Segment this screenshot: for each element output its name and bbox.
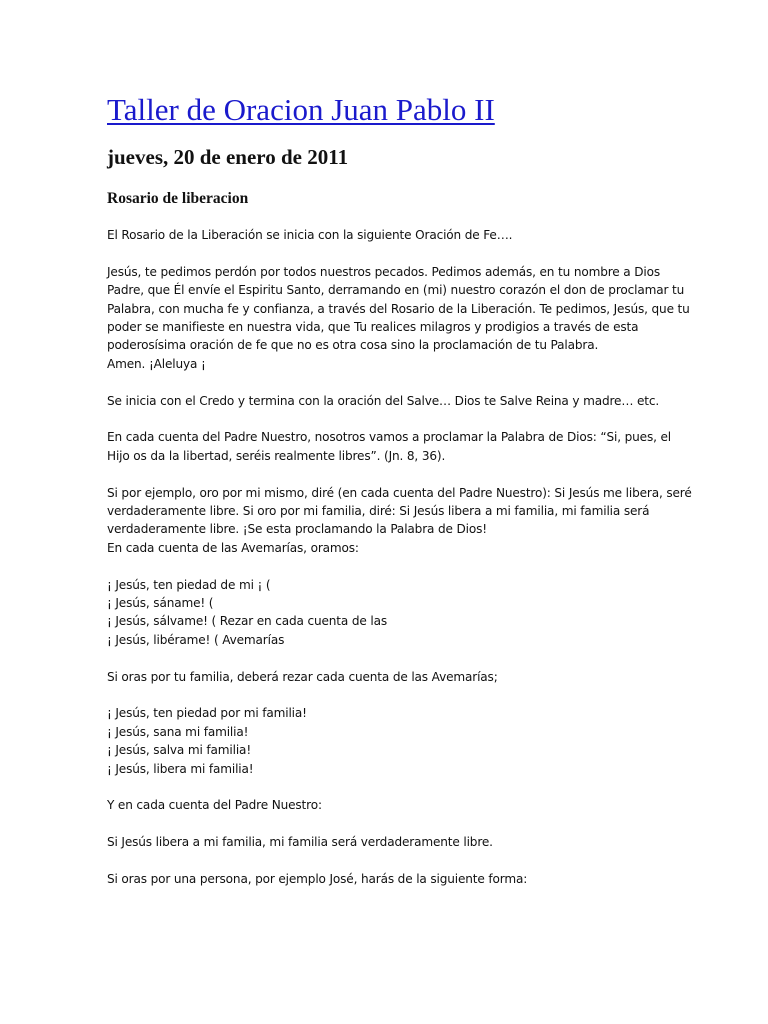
paragraph-line: Palabra, con mucha fe y confianza, a través del Rosario de la Liberación. Te pedimos, Jesús, que tu <box>107 301 690 316</box>
paragraph-line: Amen. ¡Aleluya ¡ <box>107 356 206 371</box>
post-body <box>107 226 692 907</box>
paragraph-line: Se inicia con el Credo y termina con la oración del Salve… Dios te Salve Reina y madre… etc. <box>107 393 660 408</box>
post-title: Rosario de liberacion <box>107 190 249 207</box>
paragraph-line: Hijo os da la libertad, seréis realmente libres”. (Jn. 8, 36). <box>107 448 446 463</box>
paragraph-line: El Rosario de la Liberación se inicia con la siguiente Oración de Fe…. <box>107 228 513 242</box>
paragraph-line: ¡ Jesús, sálvame! ( Rezar en cada cuenta de las <box>107 614 387 629</box>
paragraph-line: ¡ Jesús, ten piedad por mi familia! <box>107 706 307 721</box>
post-paragraph <box>107 576 667 650</box>
post-paragraph <box>107 226 667 244</box>
paragraph-line: Si oras por una persona, por ejemplo José, harás de la siguiente forma: <box>107 872 528 887</box>
paragraph-line: Padre, que Él envíe el Espiritu Santo, derramando en (mi) nuestro corazón el don de proclamar tu <box>107 283 685 298</box>
paragraph-line: ¡ Jesús, libera mi familia! <box>107 761 254 776</box>
paragraph-line: ¡ Jesús, salva mi familia! <box>107 743 252 758</box>
paragraph-line: ¡ Jesús, ten piedad de mi ¡ ( <box>107 577 271 592</box>
paragraph-line: En cada cuenta del Padre Nuestro, nosotros vamos a proclamar la Palabra de Dios: “Si, pues, el <box>107 430 671 445</box>
paragraph-line: Y en cada cuenta del Padre Nuestro: <box>107 798 322 813</box>
post-paragraph <box>107 704 667 778</box>
paragraph-line: Jesús, te pedimos perdón por todos nuestros pecados. Pedimos además, en tu nombre a Dios <box>107 264 661 279</box>
paragraph-line: Si oras por tu familia, deberá rezar cada cuenta de las Avemarías; <box>107 669 498 684</box>
paragraph-line: verdaderamente libre. ¡Se esta proclamando la Palabra de Dios! <box>107 522 487 537</box>
paragraph-line: poderosísima oración de fe que no es otra cosa sino la proclamación de tu Palabra. <box>107 338 599 353</box>
blog-title-link[interactable]: Taller de Oracion Juan Pablo II <box>107 92 495 127</box>
paragraph-line: Si Jesús libera a mi familia, mi familia será verdaderamente libre. <box>107 835 493 850</box>
paragraph-line: ¡ Jesús, libérame! ( Avemarías <box>107 632 285 647</box>
post-paragraph <box>107 484 692 558</box>
post-paragraph <box>107 833 667 851</box>
paragraph-line: poder se manifieste en nuestra vida, que Tu realices milagros y prodigios a través de esta <box>107 320 639 335</box>
paragraph-line: En cada cuenta de las Avemarías, oramos: <box>107 540 359 555</box>
post-paragraph <box>107 668 667 686</box>
post-paragraph <box>107 870 667 888</box>
post-date-header: jueves, 20 de enero de 2011 <box>107 145 349 169</box>
post-paragraph <box>107 392 667 410</box>
post-paragraph <box>107 796 667 814</box>
paragraph-line: Si por ejemplo, oro por mi mismo, diré (en cada cuenta del Padre Nuestro): Si Jesús me libera, seré <box>107 485 692 500</box>
paragraph-line: ¡ Jesús, sana mi familia! <box>107 724 249 739</box>
post-paragraph <box>107 428 671 465</box>
paragraph-line: ¡ Jesús, sáname! ( <box>107 596 214 611</box>
post-paragraph <box>107 263 690 373</box>
paragraph-line: verdaderamente libre. Si oro por mi familia, diré: Si Jesús libera a mi familia, mi familia será <box>107 504 650 519</box>
